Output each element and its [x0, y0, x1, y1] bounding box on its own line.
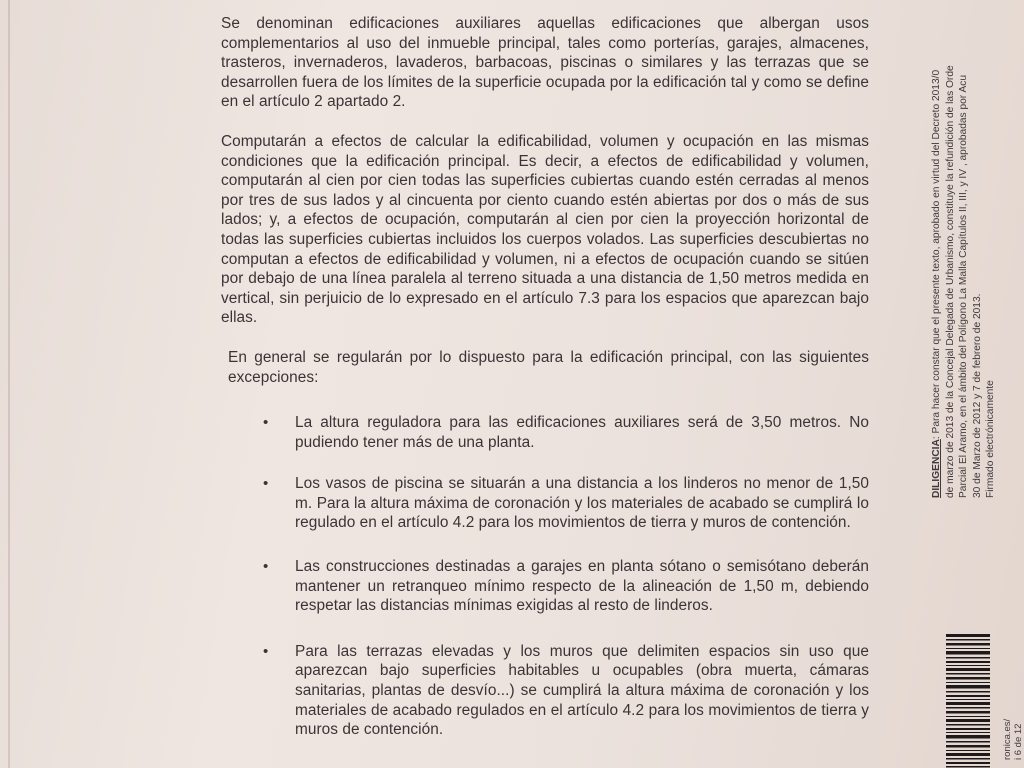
side-note-line-1: DILIGENCIA: Para hacer constar que el presente texto, aprobado en virtud del Decreto 2013/0 — [931, 69, 942, 498]
list-item — [221, 642, 869, 740]
url-fragment: ronica.es/ — [1002, 718, 1013, 760]
bullet-icon: • — [263, 414, 269, 432]
side-note-line-4: 30 de Marzo de 2012 y 7 de febrero de 2013. — [971, 293, 983, 498]
list-item-text: La altura reguladora para las edificaciones auxiliares será de 3,50 metros. No pudiendo tener más de una planta. — [295, 414, 869, 451]
diligence-label: DILIGENCIA — [931, 439, 942, 498]
side-note-line-2: de marzo de 2013 de la Concejal Delegada de Urbanismo, constituye la refundición de las Orde — [944, 65, 956, 498]
barcode-icon — [946, 630, 994, 768]
list-item — [221, 413, 869, 452]
list-item — [221, 474, 869, 533]
list-item-text: Para las terrazas elevadas y los muros que delimiten espacios sin uso que aparezcan bajo superficies habitables u ocupables (obra muerta, cámaras sanitarias, plantas de desvío...) se cumplirá la altura máxima de coronación y los materiales de acabado regulados en el artículo 4.2 para los movimientos de tierra y muros de contención. — [295, 642, 869, 739]
list-item-text: Los vasos de piscina se situarán a una distancia a los linderos no menor de 1,50 m. Para la altura máxima de coronación y los materiales de acabado se cumplirá lo regulado en el artículo 4.2 para los movimientos de tierra y muros de contención. — [295, 475, 869, 532]
exceptions-list — [221, 413, 869, 740]
document-body — [221, 14, 869, 762]
paragraph-exceptions-intro: En general se regularán por lo dispuesto para la edificación principal, con las siguientes excepciones: — [228, 348, 869, 386]
bullet-icon: • — [263, 558, 269, 576]
page-number: i 6 de 12 — [1013, 723, 1024, 760]
paragraph-computation: Computarán a efectos de calcular la edificabilidad, volumen y ocupación en las mismas condiciones que la edificación principal. Es decir, a efectos de edificabilidad y volumen, computarán al cien por cien todas las superficies cubiertas cuando estén cerradas al menos por tres de sus lados y al cincuenta por ciento cuando estén abiertas por dos o más de sus lados; y, a efectos de ocupación, computarán al cien por cien la proyección horizontal de todas las superficies cubiertas incluidos los cuerpos volados. Las superficies descubiertas no computan a efectos de edificabilidad y volumen, ni a efectos de ocupación cuando se sitúen por debajo de una línea paralela al terreno situada a una distancia de 1,50 metros medida en vertical, sin perjuicio de lo expresado en el artículo 7.3 para los espacios que aparezcan bajo ellas. — [221, 132, 869, 327]
page-footer-rotated — [1002, 719, 1024, 760]
paragraph-definition: Se denominan edificaciones auxiliares aquellas edificaciones que albergan usos complementarios al uso del inmueble principal, tales como porterías, garajes, almacenes, trasteros, invernaderos, lavaderos, barbacoas, piscinas o similares y las terrazas que se desarrollen fuera de los límites de la superficie ocupada por la edificación tal y como se define en el artículo 2 apartado 2. — [221, 15, 869, 111]
list-item-text: Las construcciones destinadas a garajes en planta sótano o semisótano deberán mantener un retranqueo mínimo respecto de la alineación de 1,50 m, debiendo respetar las distancias mínimas exigidas al resto de linderos. — [295, 558, 869, 615]
side-note-line-3: Parcial El Aramo, en el ámbito del Polígono La Malla Capítulos II, III, y IV , aprobadas por Acu — [958, 74, 970, 498]
page-fold-shadow — [8, 0, 10, 768]
diligence-side-note — [930, 0, 998, 498]
side-note-line-5: Firmado electrónicamente — [985, 380, 997, 498]
list-item — [221, 557, 869, 616]
bullet-icon: • — [263, 475, 269, 493]
bullet-icon: • — [263, 642, 269, 660]
